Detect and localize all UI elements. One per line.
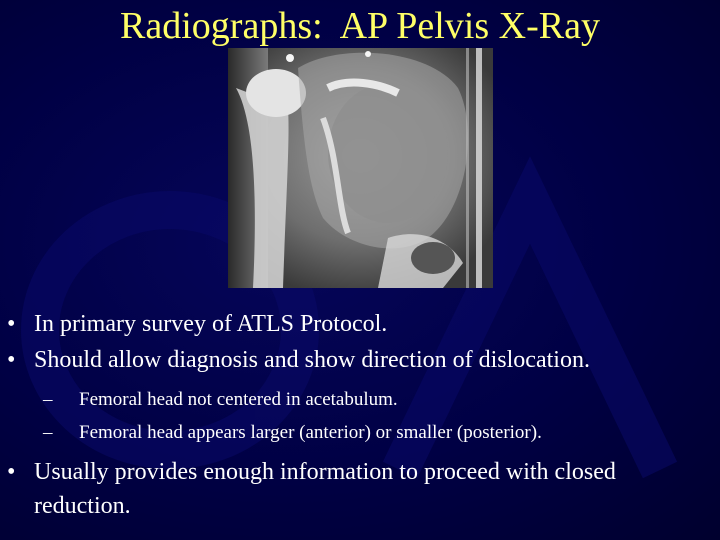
bullet-text-continued: reduction. [34, 493, 131, 519]
sub-bullet-text: Femoral head appears larger (anterior) or smaller (posterior). [79, 422, 542, 443]
slide-title: Radiographs: AP Pelvis X-Ray [120, 5, 600, 47]
sub-bullet-marker: – [43, 389, 53, 410]
sub-bullet-text: Femoral head not centered in acetabulum. [79, 389, 398, 410]
sub-bullet-marker: – [43, 422, 53, 443]
bullet-marker: • [7, 347, 16, 373]
bullet-marker: • [7, 311, 16, 337]
pelvis-xray-image [228, 48, 493, 288]
bullet-marker: • [7, 459, 16, 485]
bullet-text: Usually provides enough information to proceed with closed [34, 459, 616, 485]
bullet-text: In primary survey of ATLS Protocol. [34, 311, 388, 337]
bullet-text: Should allow diagnosis and show direction of dislocation. [34, 347, 590, 373]
